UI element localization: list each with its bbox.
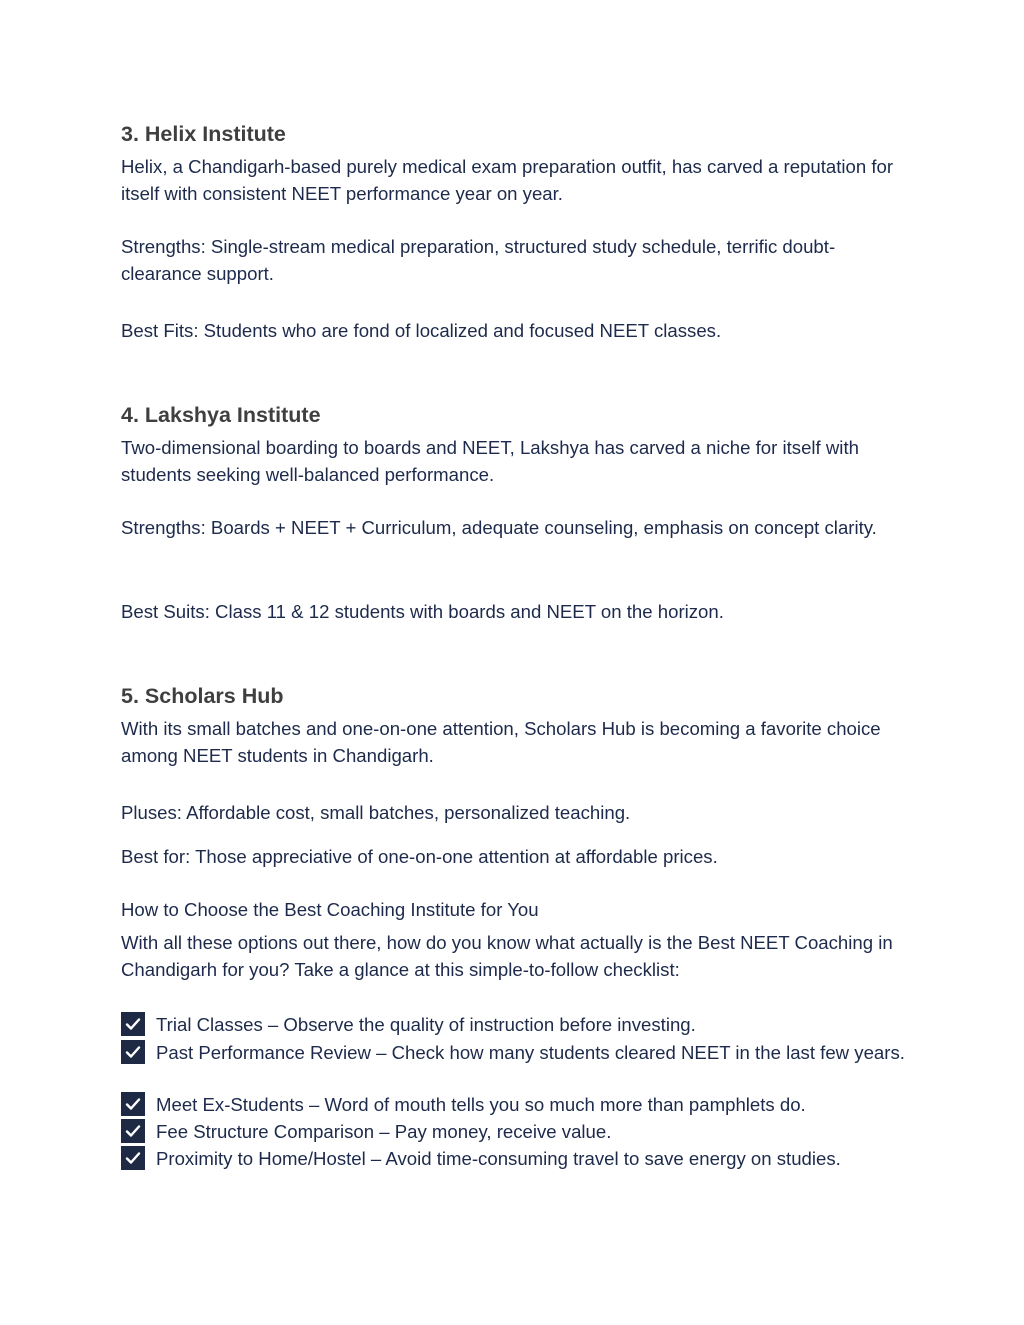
checklist-item-text: Proximity to Home/Hostel – Avoid time-consuming travel to save energy on studies.: [156, 1148, 841, 1169]
checkmark-icon: [121, 1092, 145, 1116]
section-strengths: Strengths: Boards + NEET + Curriculum, adequate counseling, emphasis on concept clarity.: [121, 517, 877, 538]
section-strengths: Pluses: Affordable cost, small batches, personalized teaching.: [121, 802, 631, 823]
section-intro: Helix, a Chandigarh-based purely medical exam preparation outfit, has carved a reputation for itself with consistent NEET performance year on year.: [121, 156, 894, 204]
section-best: Best for: Those appreciative of one-on-one attention at affordable prices.: [121, 846, 718, 867]
checklist-item-text: Trial Classes – Observe the quality of instruction before investing.: [156, 1014, 696, 1035]
checklist-item-text: Fee Structure Comparison – Pay money, receive value.: [156, 1121, 612, 1142]
section-heading: 3. Helix Institute: [121, 122, 286, 146]
section-strengths: Strengths: Single-stream medical preparation, structured study schedule, terrific doubt-clearance support.: [121, 236, 836, 284]
checkmark-icon: [121, 1146, 145, 1170]
checklist-item: [121, 1012, 911, 1039]
checklist-item: [121, 1040, 911, 1067]
checklist-item: [121, 1146, 911, 1173]
checkmark-icon: [121, 1012, 145, 1036]
section-intro: Two-dimensional boarding to boards and NEET, Lakshya has carved a niche for itself with students seeking well-balanced performance.: [121, 437, 859, 485]
checkmark-icon: [121, 1119, 145, 1143]
section-heading: 5. Scholars Hub: [121, 684, 284, 708]
checklist-item-text: Past Performance Review – Check how many students cleared NEET in the last few years.: [156, 1042, 905, 1063]
section-intro: With its small batches and one-on-one attention, Scholars Hub is becoming a favorite choice among NEET students in Chandigarh.: [121, 718, 881, 766]
checklist-item: [121, 1092, 911, 1119]
section-best: Best Fits: Students who are fond of localized and focused NEET classes.: [121, 320, 722, 341]
checklist-item: [121, 1119, 911, 1146]
checklist-item-text: Meet Ex-Students – Word of mouth tells you so much more than pamphlets do.: [156, 1094, 806, 1115]
choose-intro: With all these options out there, how do you know what actually is the Best NEET Coaching in Chandigarh for you? Take a glance at this simple-to-follow checklist:: [121, 932, 893, 980]
checkmark-icon: [121, 1040, 145, 1064]
choose-heading: How to Choose the Best Coaching Institute for You: [121, 899, 539, 920]
section-best: Best Suits: Class 11 & 12 students with boards and NEET on the horizon.: [121, 601, 724, 622]
section-heading: 4. Lakshya Institute: [121, 403, 321, 427]
